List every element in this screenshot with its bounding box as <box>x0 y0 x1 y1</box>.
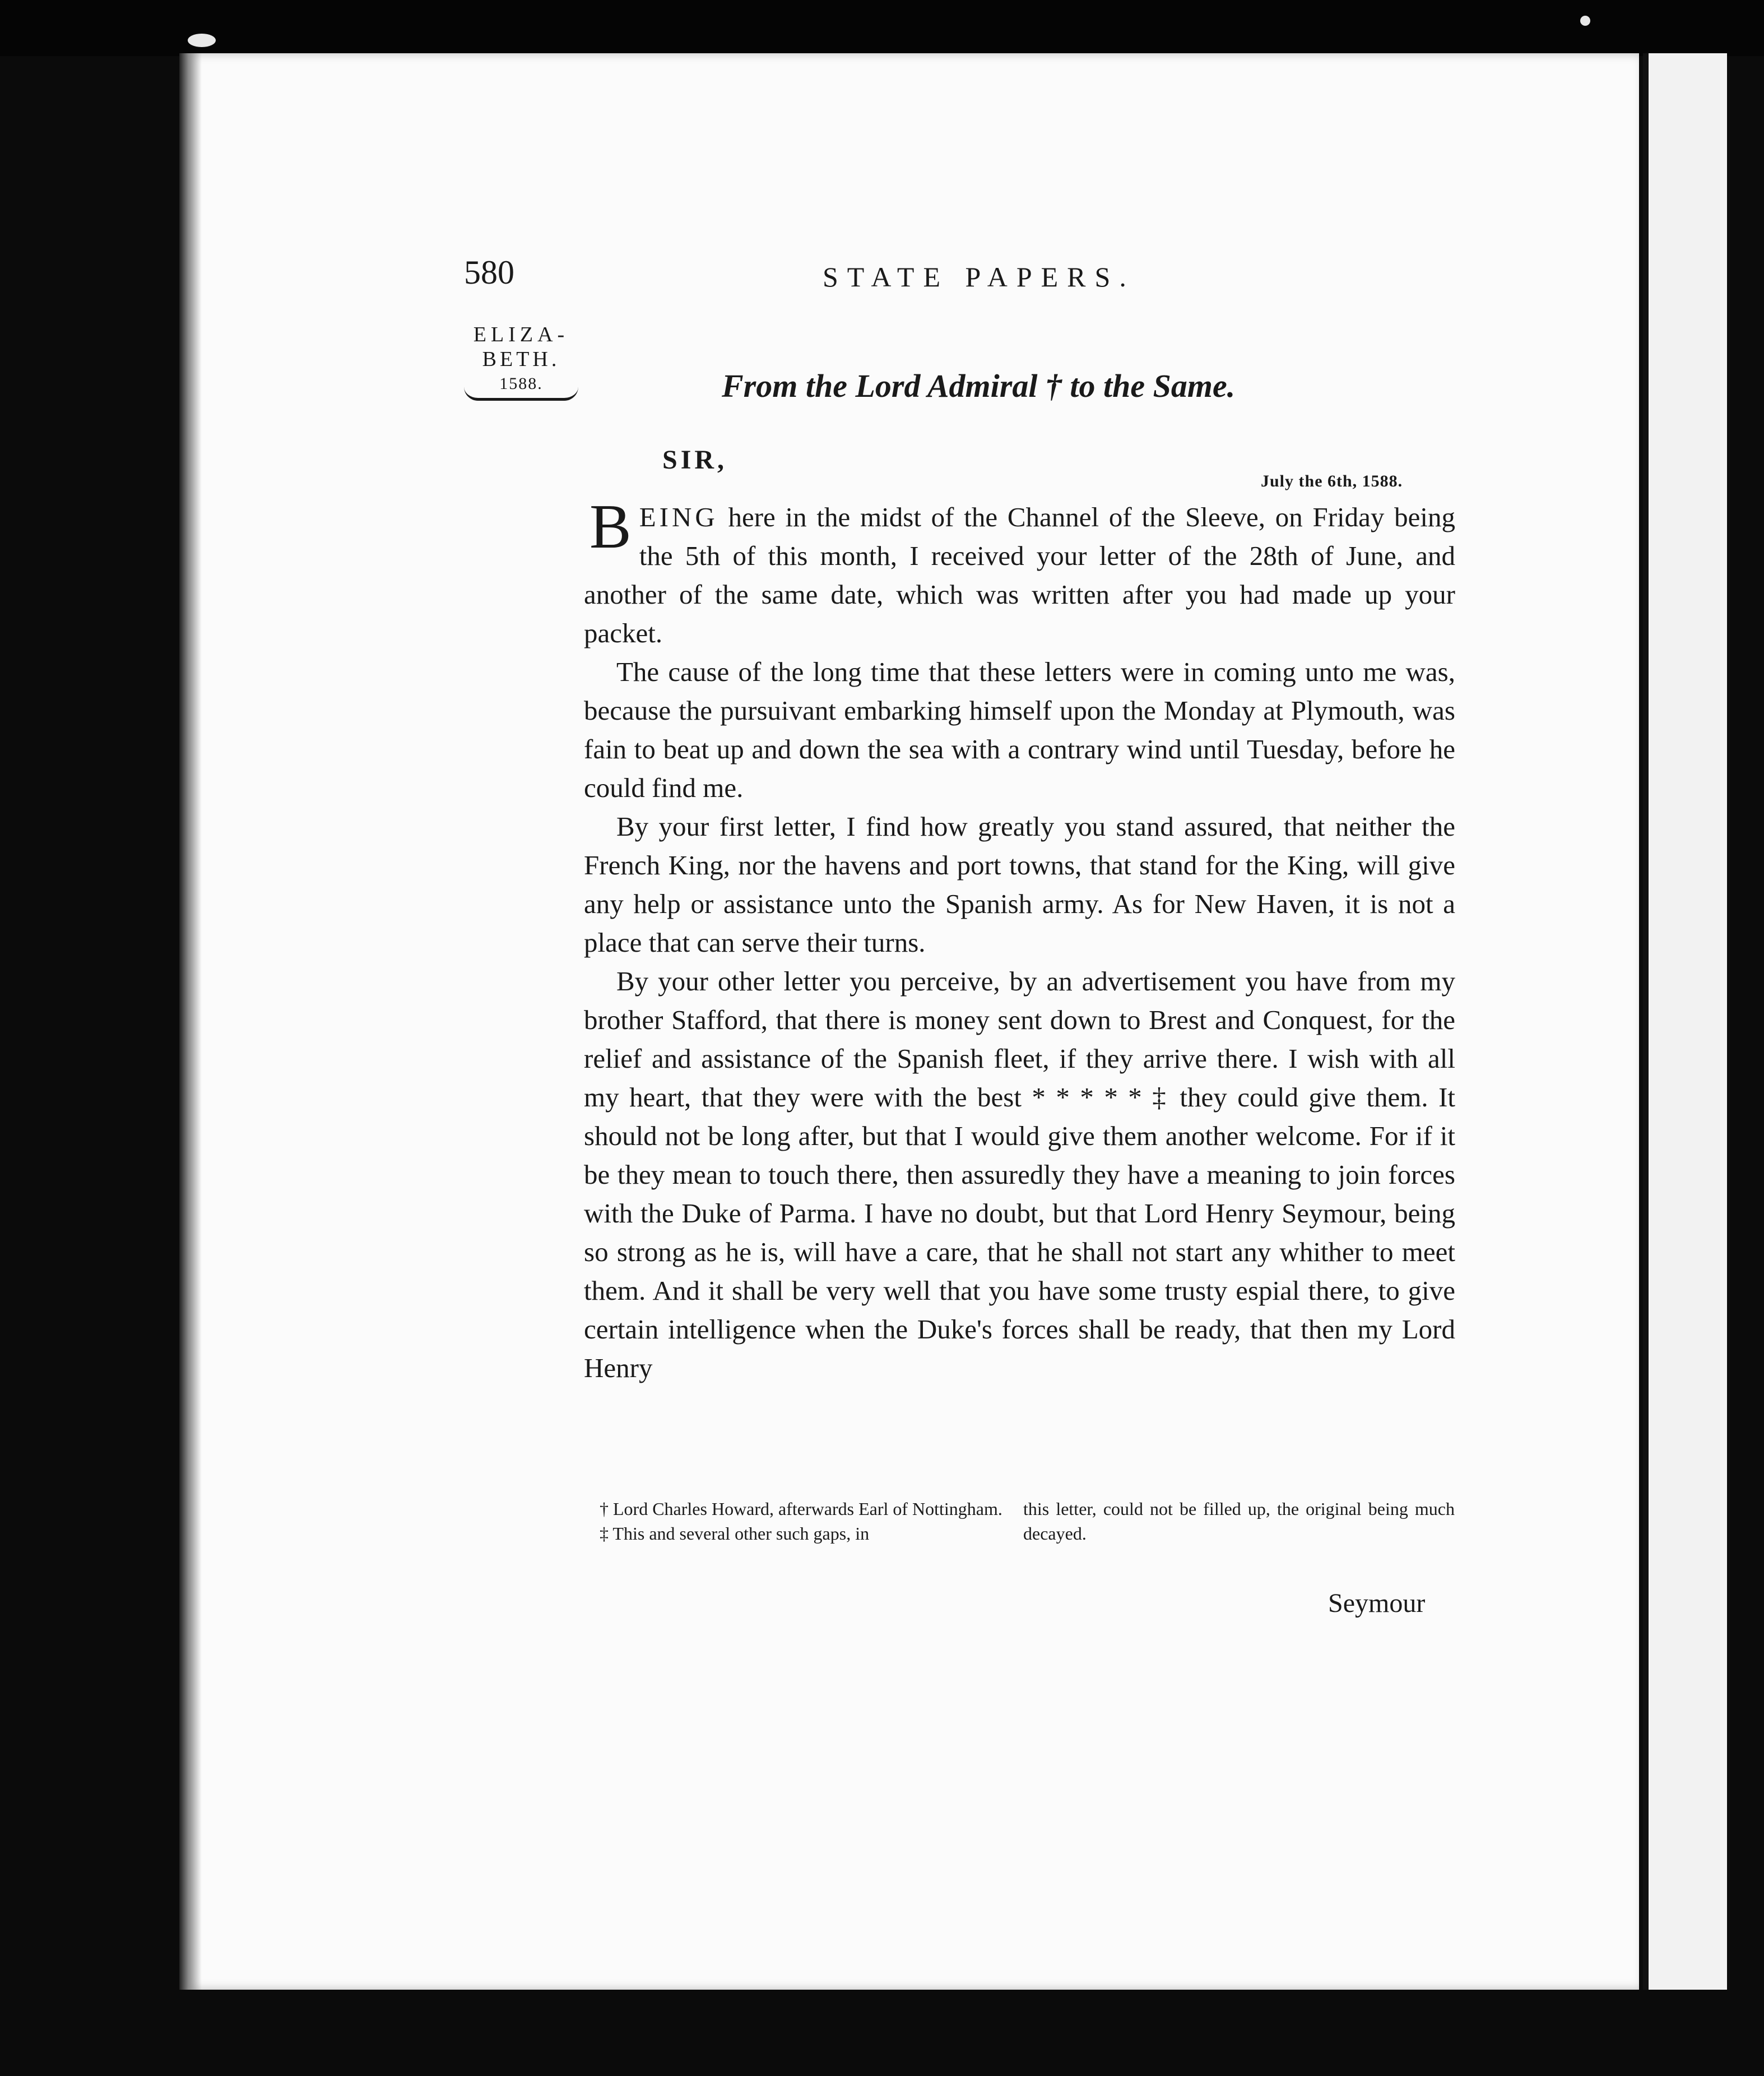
paragraph-text: here in the midst of the Channel of the Sleeve, on Friday being the 5th of this month, I received your letter of the 28th of June, and another of the same date, which was written after you had made up your packet. <box>584 502 1455 648</box>
catchword: Seymour <box>1328 1588 1426 1618</box>
running-head: STATE PAPERS. <box>823 261 1135 293</box>
paragraph: The cause of the long time that these letters were in coming unto me was, because the pursuivant embarking himself upon the Monday at Plymouth, was fain to beat up and down the sea with a contrary wind until Tuesday, before he could find me. <box>584 656 1455 803</box>
salutation: SIR, <box>662 445 728 475</box>
opening-caps: EING <box>639 502 718 532</box>
footnote-dagger: † Lord Charles Howard, afterwards Earl of Nottingham. <box>600 1499 1002 1519</box>
footnote-double-dagger-end: this letter, could not be filled up, the original being much decayed. <box>1023 1499 1455 1544</box>
margin-reign-line1: ELIZA- <box>473 323 569 346</box>
facing-page-edge <box>1649 53 1727 1990</box>
page-gutter-shadow <box>179 53 202 1990</box>
letter-title: From the Lord Admiral † to the Same. <box>722 368 1236 404</box>
paragraph: By your other letter you perceive, by an advertisement you have from my brother Stafford, that there is money sent down to Brest and Conquest, for the relief and assistance of the Spanish fleet, if they arrive there. I wish with all my heart, that they were with the best * * * * * ‡ they could give them. It should not be long after, but that I would give them another welcome. For if it be they mean to touch there, then assuredly they have a meaning to join forces with the Duke of Parma. I have no doubt, but that Lord Henry Seymour, being so strong as he is, will have a care, that he shall not start any whither to meet them. And it shall be very well that you have some trusty espial there, to give certain intelligence when the Duke's forces shall be ready, that then my Lord Henry <box>584 966 1455 1383</box>
page-number: 580 <box>464 254 514 291</box>
scan-speck <box>188 34 216 47</box>
paragraph <box>584 492 1455 652</box>
margin-note <box>465 322 577 396</box>
margin-year: 1588. <box>499 374 543 393</box>
margin-brace <box>464 387 578 401</box>
margin-reign-line2: BETH. <box>482 347 560 371</box>
scan-speck <box>1580 16 1590 26</box>
paragraph: By your first letter, I find how greatly you stand assured, that neither the French King, nor the havens and port towns, that stand for the King, will give any help or assistance unto the Spanish army. As for New Haven, it is not a place that can serve their turns. <box>584 811 1455 958</box>
drop-cap: B <box>589 492 632 562</box>
letter-date: July the 6th, 1588. <box>1261 472 1403 490</box>
scan-top-border <box>0 0 1764 56</box>
footnote-double-dagger-start: ‡ This and several other such gaps, in <box>600 1523 870 1544</box>
footnotes-left-column <box>583 1496 1009 1546</box>
footnotes-right-column <box>1023 1496 1455 1546</box>
letter-body <box>584 492 1455 1387</box>
